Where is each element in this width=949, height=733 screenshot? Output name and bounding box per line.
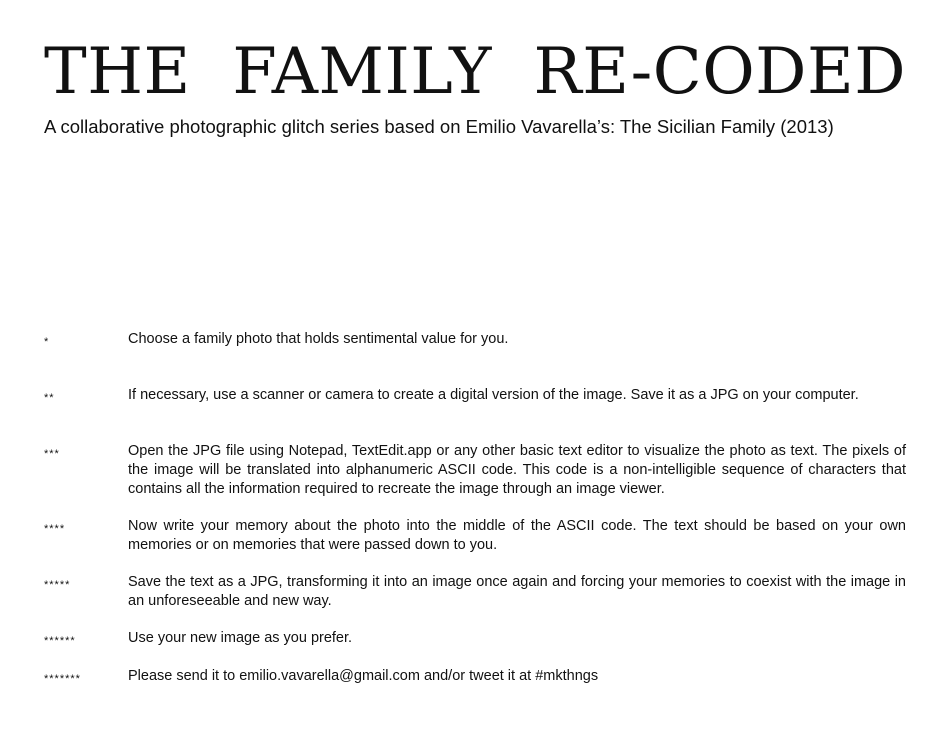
page-subtitle: A collaborative photographic glitch series based on Emilio Vavarella’s: The Sicilian Family (2013) [44, 116, 834, 137]
step-text: If necessary, use a scanner or camera to create a digital version of the image. Save it as a JPG on your computer. [128, 387, 859, 403]
step-text: Save the text as a JPG, transforming it into an image once again and forcing your memories to coexist with the image in an unforeseeable and new way. [128, 574, 906, 609]
title-word: FAMILY [232, 35, 492, 109]
step-text: Now write your memory about the photo into the middle of the ASCII code. The text should be based on your own memories or on memories that were passed down to you. [128, 518, 906, 553]
title-word: RE-CODED [533, 35, 906, 109]
step-marker: *** [44, 448, 60, 460]
step-text: Choose a family photo that holds sentimental value for you. [128, 331, 509, 347]
step-text: Please send it to emilio.vavarella@gmail.com and/or tweet it at #mkthngs [128, 668, 599, 684]
step-marker: ***** [44, 579, 71, 591]
step-marker: ******* [44, 673, 81, 685]
step-text: Open the JPG file using Notepad, TextEdit.app or any other basic text editor to visualize the photo as text. The pixels of the image will be translated into alphanumeric ASCII code. This code is a non-intelligible sequence of characters that contains all the information required to recreate the image through an image viewer. [128, 443, 906, 497]
step-marker: * [44, 336, 50, 348]
step-marker: ****** [44, 635, 76, 647]
title-word: THE [44, 35, 191, 109]
step-text: Use your new image as you prefer. [128, 630, 353, 646]
page-title [44, 32, 906, 112]
step-marker: ** [44, 392, 55, 404]
step-marker: **** [44, 523, 66, 535]
